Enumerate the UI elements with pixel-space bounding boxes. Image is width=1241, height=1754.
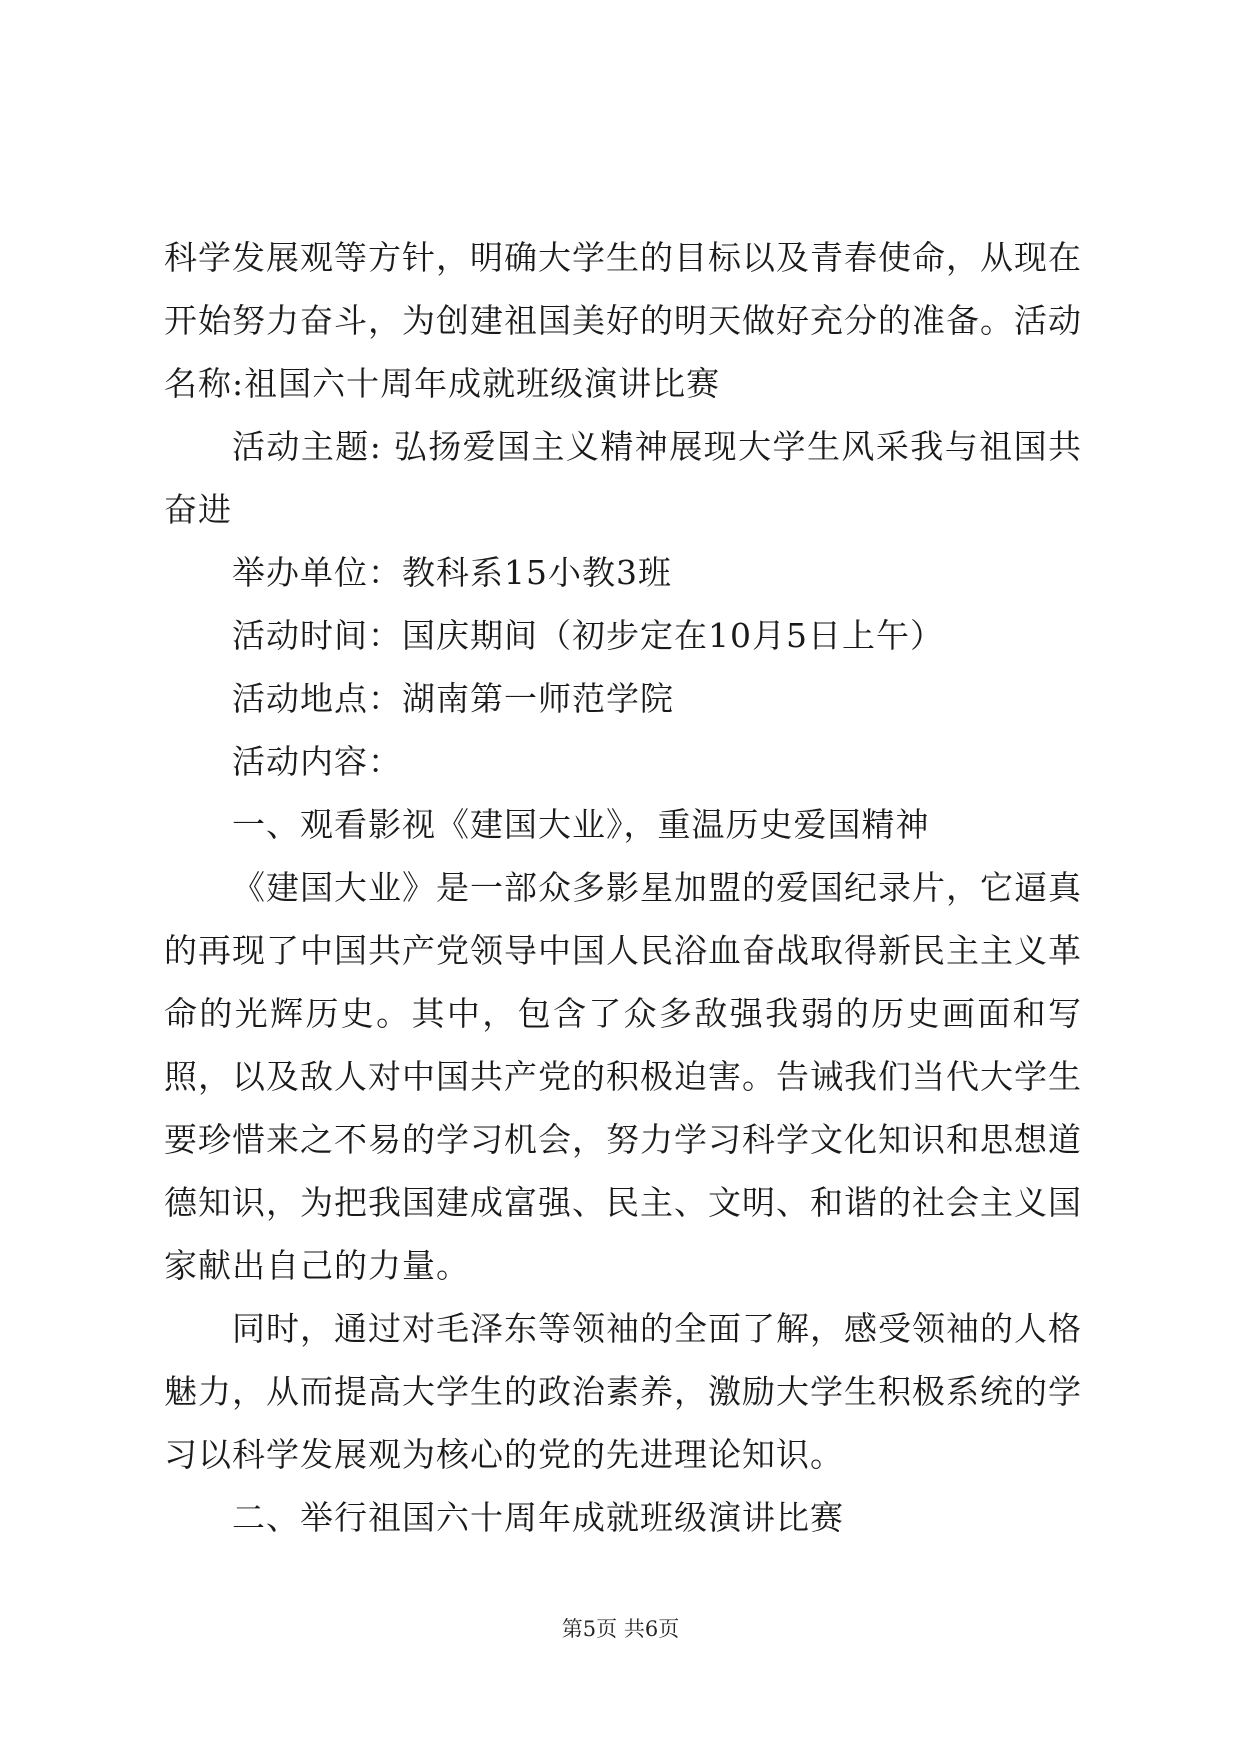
paragraph-activity-theme: 活动主题: 弘扬爱国主义精神展现大学生风采我与祖国共奋进 [164, 427, 1082, 529]
paragraph-activity-content-heading: 活动内容： [232, 742, 402, 781]
paragraph-activity-time: 活动时间：国庆期间（初步定在10月5日上午） [232, 616, 944, 655]
section-heading-two: 二、举行祖国六十周年成就班级演讲比赛 [232, 1498, 844, 1537]
paragraph-film-description: 《建国大业》是一部众多影星加盟的爱国纪录片，它逼真的再现了中国共产党领导中国人民浴血奋战取得新民主主义革命的光辉历史。其中，包含了众多敌强我弱的历史画面和写照，以及敌人对中国共产党的积极迫害。告诫我们当代大学生要珍惜来之不易的学习机会，努力学习科学文化知识和思想道德知识，为把我国建成富强、民主、文明、和谐的社会主义国家献出自己的力量。 [164, 868, 1082, 1285]
paragraph-leaders: 同时，通过对毛泽东等领袖的全面了解，感受领袖的人格魅力，从而提高大学生的政治素养，激励大学生积极系统的学习以科学发展观为核心的党的先进理论知识。 [164, 1309, 1082, 1474]
paragraph-organizer: 举办单位：教科系15小教3班 [232, 553, 672, 592]
section-heading-one: 一、观看影视《建国大业》，重温历史爱国精神 [232, 805, 930, 844]
paragraph-activity-location: 活动地点：湖南第一师范学院 [232, 679, 674, 718]
page-number-footer: 第5页 共6页 [561, 1617, 680, 1641]
document-body [164, 226, 1082, 1549]
paragraph-continuation: 科学发展观等方针，明确大学生的目标以及青春使命，从现在开始努力奋斗，为创建祖国美好的明天做好充分的准备。活动名称:祖国六十周年成就班级演讲比赛 [164, 238, 1082, 403]
